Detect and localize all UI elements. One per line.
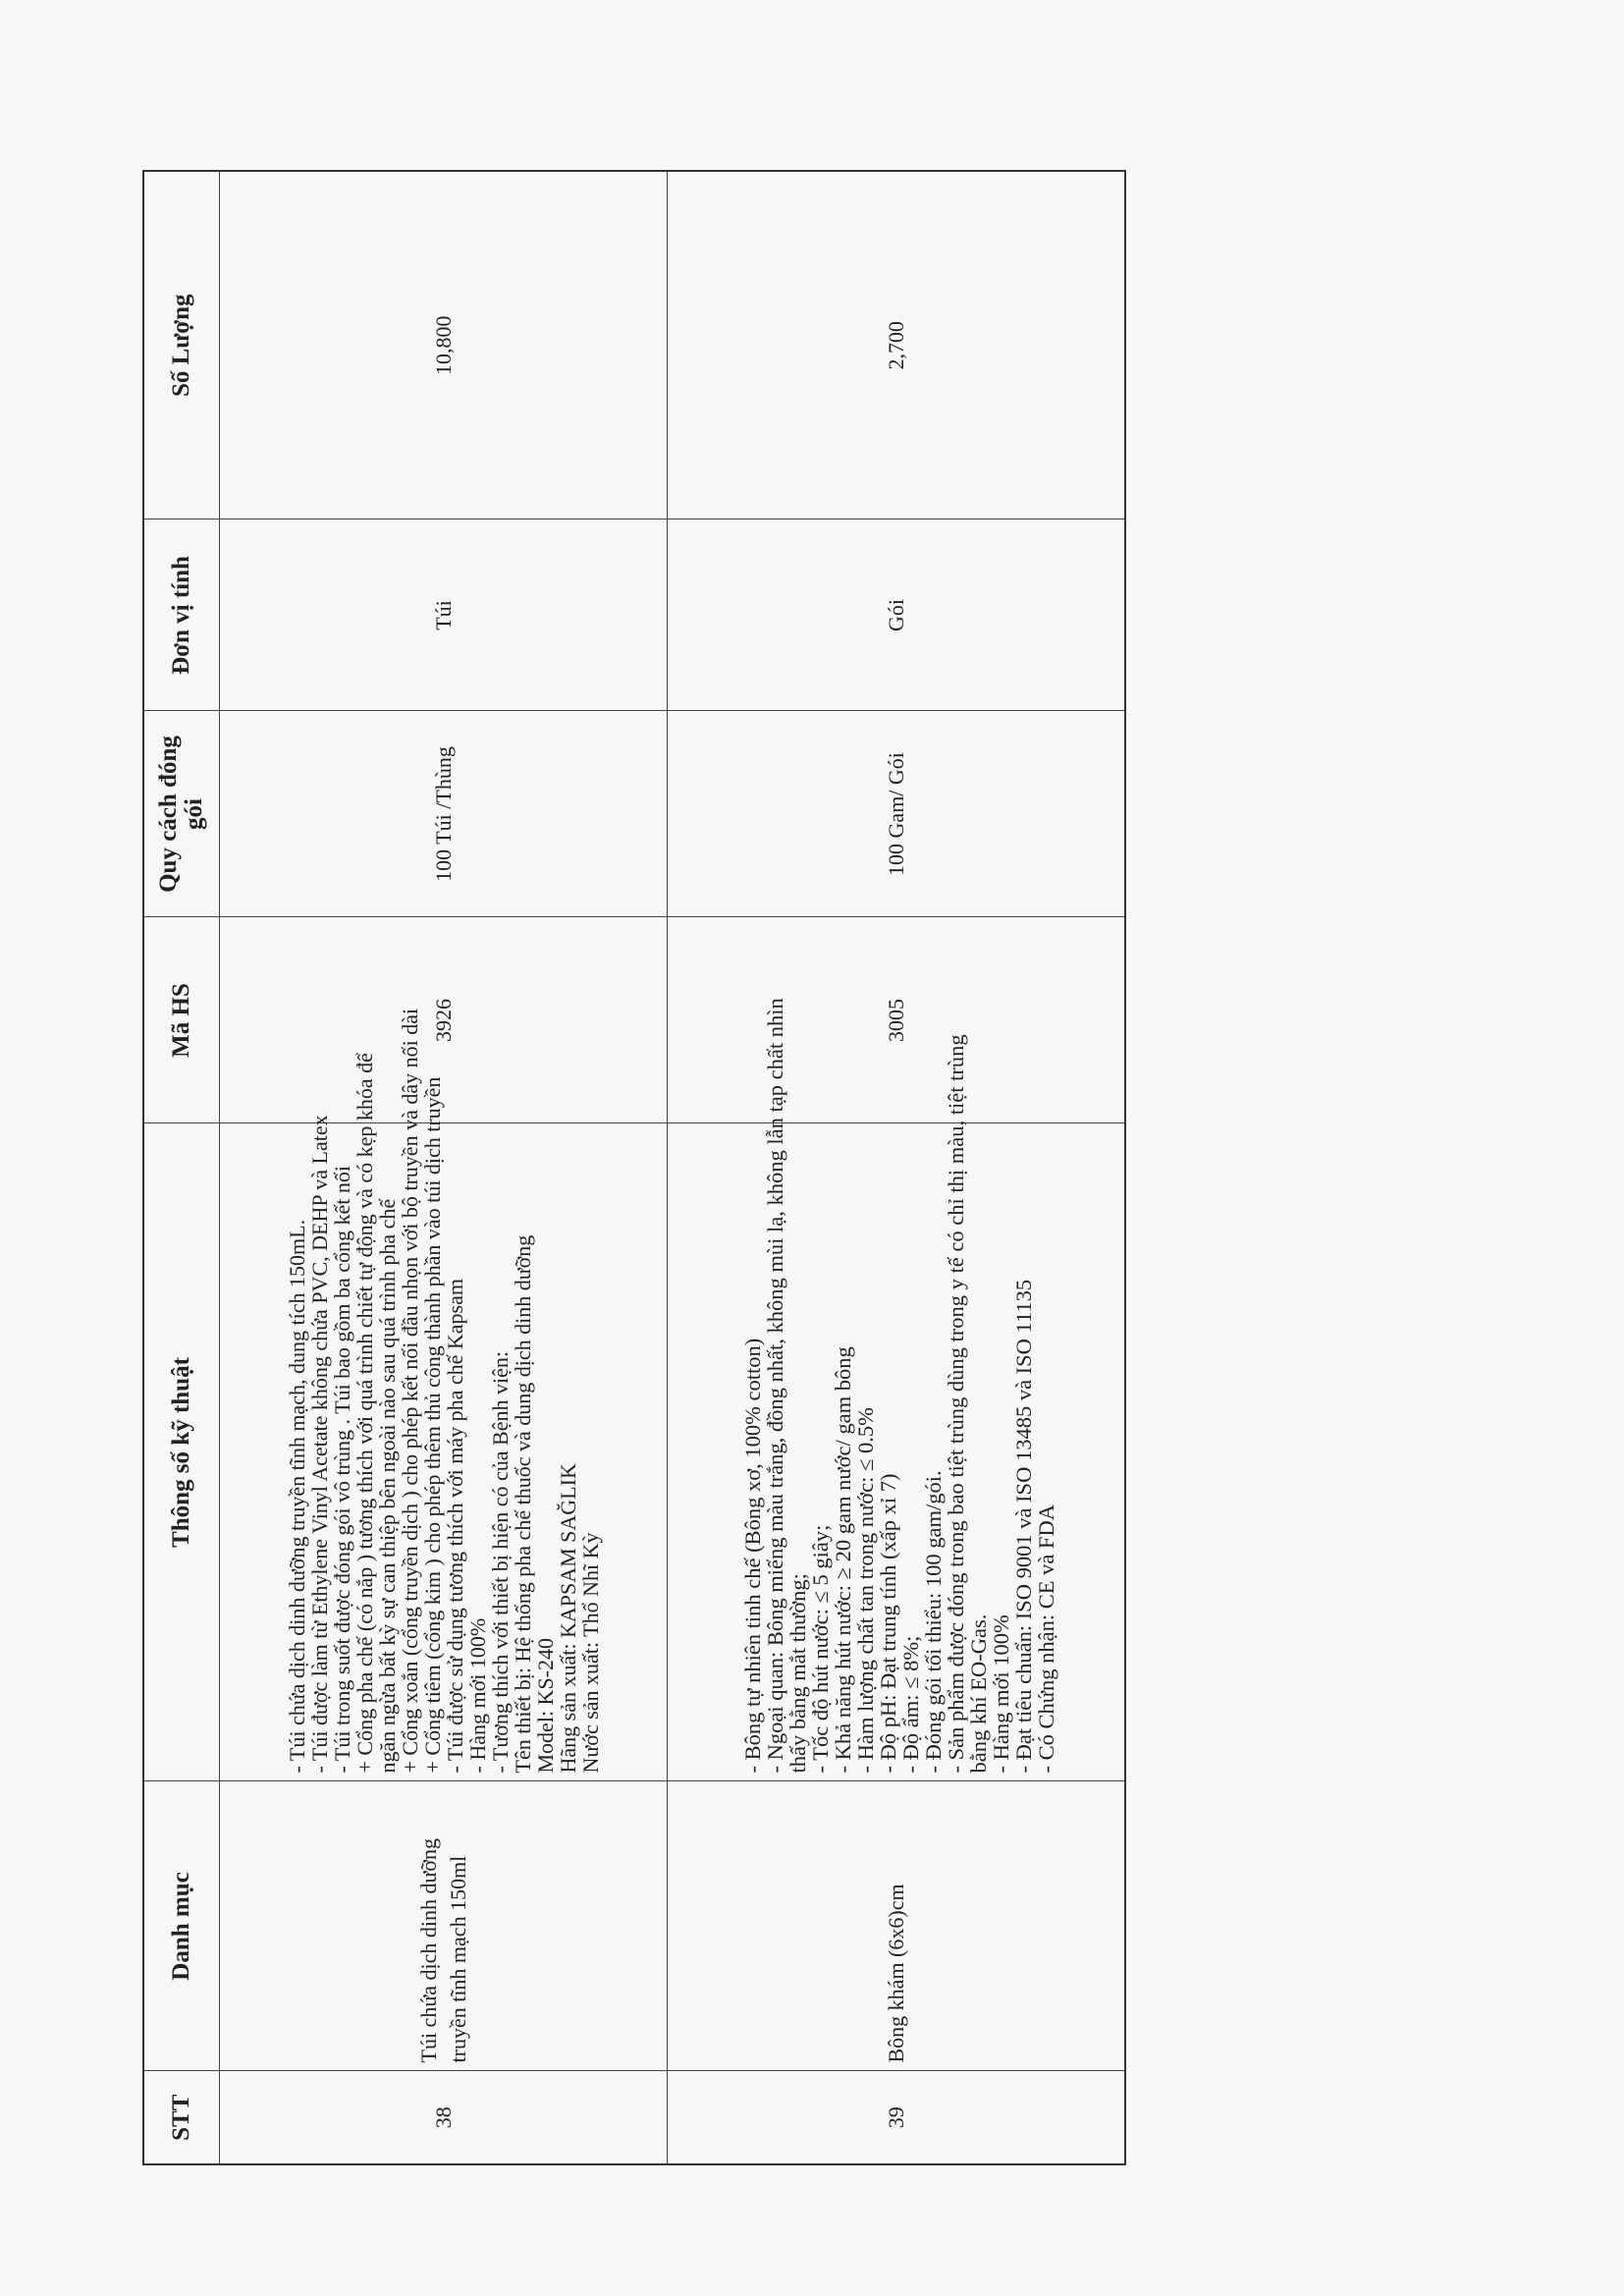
spec-line: - Sản phẩm được đóng trong bao tiệt trùng dùng trong y tế có chỉ thị màu, tiệt trùng [943, 1034, 968, 1774]
spec-line: - Bông tự nhiên tinh chế (Bông xơ, 100% cotton) [739, 1338, 765, 1774]
row-so-luong: 10,800 [220, 171, 668, 519]
table-row [220, 171, 668, 2164]
spec-line: - Túi trong suốt được đóng gói vô trùng . Túi bao gồm ba cổng kết nối [329, 1165, 354, 1774]
row-danh-muc: Bông khám (6x6)cm [668, 1781, 1126, 2071]
scanned-document-page [142, 172, 1173, 2165]
row-so-luong: 2,700 [668, 171, 1126, 519]
header-stt: STT [143, 2071, 220, 2164]
spec-line: Nước sản xuất: Thổ Nhĩ Kỳ [577, 1532, 603, 1774]
row-ma-hs: 3005 [668, 917, 1126, 1123]
spec-line: - Túi được sử dụng tương thích với máy pha chế Kapsam [442, 1279, 467, 1774]
row-stt: 38 [220, 2071, 668, 2164]
row-quy-cach: 100 Túi /Thùng [220, 711, 668, 917]
spec-line: thấy bằng mắt thường; [785, 1573, 810, 1774]
spec-line: + Cổng pha chế (có nắp ) tương thích với quá trình chiết tự động và có kẹp khóa để [352, 1053, 377, 1774]
header-danh-muc: Danh mục [143, 1781, 220, 2071]
spec-line: bằng khí EO-Gas. [965, 1613, 991, 1774]
spec-line: - Hàng mới 100% [464, 1617, 490, 1774]
spec-line: - Có Chứng nhận: CE và FDA [1033, 1504, 1058, 1774]
row-ma-hs: 3926 [220, 917, 668, 1123]
spec-line: - Hàm lượng chất tan trong nước: ≤ 0.5% [852, 1407, 878, 1774]
header-so-luong: Số Lượng [143, 171, 220, 519]
spec-line: + Cổng xoắn (cổng truyền dịch ) cho phép kết nối đầu nhọn với bộ truyền và dây nối dài [397, 1008, 422, 1774]
spec-line: - Túi được làm từ Ethylene Vinyl Acetate không chứa PVC, DEHP và Latex [306, 1115, 332, 1774]
spec-line: - Tốc độ hút nước: ≤ 5 giây; [807, 1524, 833, 1774]
spec-line: - Tương thích với thiết bị hiện có của Bệnh viện: [487, 1351, 513, 1774]
row-quy-cach: 100 Gam/ Gói [668, 711, 1126, 917]
row-don-vi: Gói [668, 519, 1126, 711]
header-quy-cach: Quy cách đóng gói [143, 711, 220, 917]
spec-line: Tên thiết bị: Hệ thống pha chế thuốc và dung dịch dinh dưỡng [510, 1234, 535, 1774]
row-stt: 39 [668, 2071, 1126, 2164]
header-ma-hs: Mã HS [143, 917, 220, 1123]
spec-line: - Khả năng hút nước: ≥ 20 gam nước/ gam bông [830, 1346, 855, 1774]
spec-line: - Độ ẩm: ≤ 8%; [897, 1635, 923, 1774]
spec-line: - Ngoại quan: Bông miếng màu trắng, đồng nhất, không mùi lạ, không lẫn tạp chất nhìn [762, 998, 787, 1774]
spec-line: - Đạt tiêu chuẩn: ISO 9001 và ISO 13485 và ISO 11135 [1010, 1279, 1036, 1774]
specification-table [142, 170, 1126, 2165]
table-row [668, 171, 1126, 2164]
row-danh-muc: Túi chứa dịch dinh dưỡng truyền tĩnh mạch 150ml [220, 1781, 668, 2071]
spec-line: ngăn ngừa bất kỳ sự can thiệp bên ngoài nào sau quá trình pha chế [374, 1198, 400, 1774]
spec-line: - Hàng mới 100% [988, 1614, 1013, 1774]
spec-line: Model: KS-240 [532, 1638, 558, 1774]
spec-line: - Túi chứa dịch dinh dưỡng truyền tĩnh mạch, dung tích 150mL. [284, 1219, 309, 1774]
header-don-vi: Đơn vị tính [143, 519, 220, 711]
table-header-row [143, 171, 220, 2164]
spec-line: + Cổng tiêm (cổng kim ) cho phép thêm thủ công thành phần vào túi dịch truyền [419, 1076, 445, 1774]
spec-line: Hãng sản xuất: KAPSAM SAĞLIK [555, 1463, 580, 1774]
row-don-vi: Túi [220, 519, 668, 711]
spec-line: - Độ pH: Đạt trung tính (xấp xỉ 7) [875, 1473, 900, 1774]
spec-line: - Đóng gói tối thiểu: 100 gam/gói. [920, 1470, 946, 1774]
header-thong-so: Thông số kỹ thuật [143, 1123, 220, 1781]
